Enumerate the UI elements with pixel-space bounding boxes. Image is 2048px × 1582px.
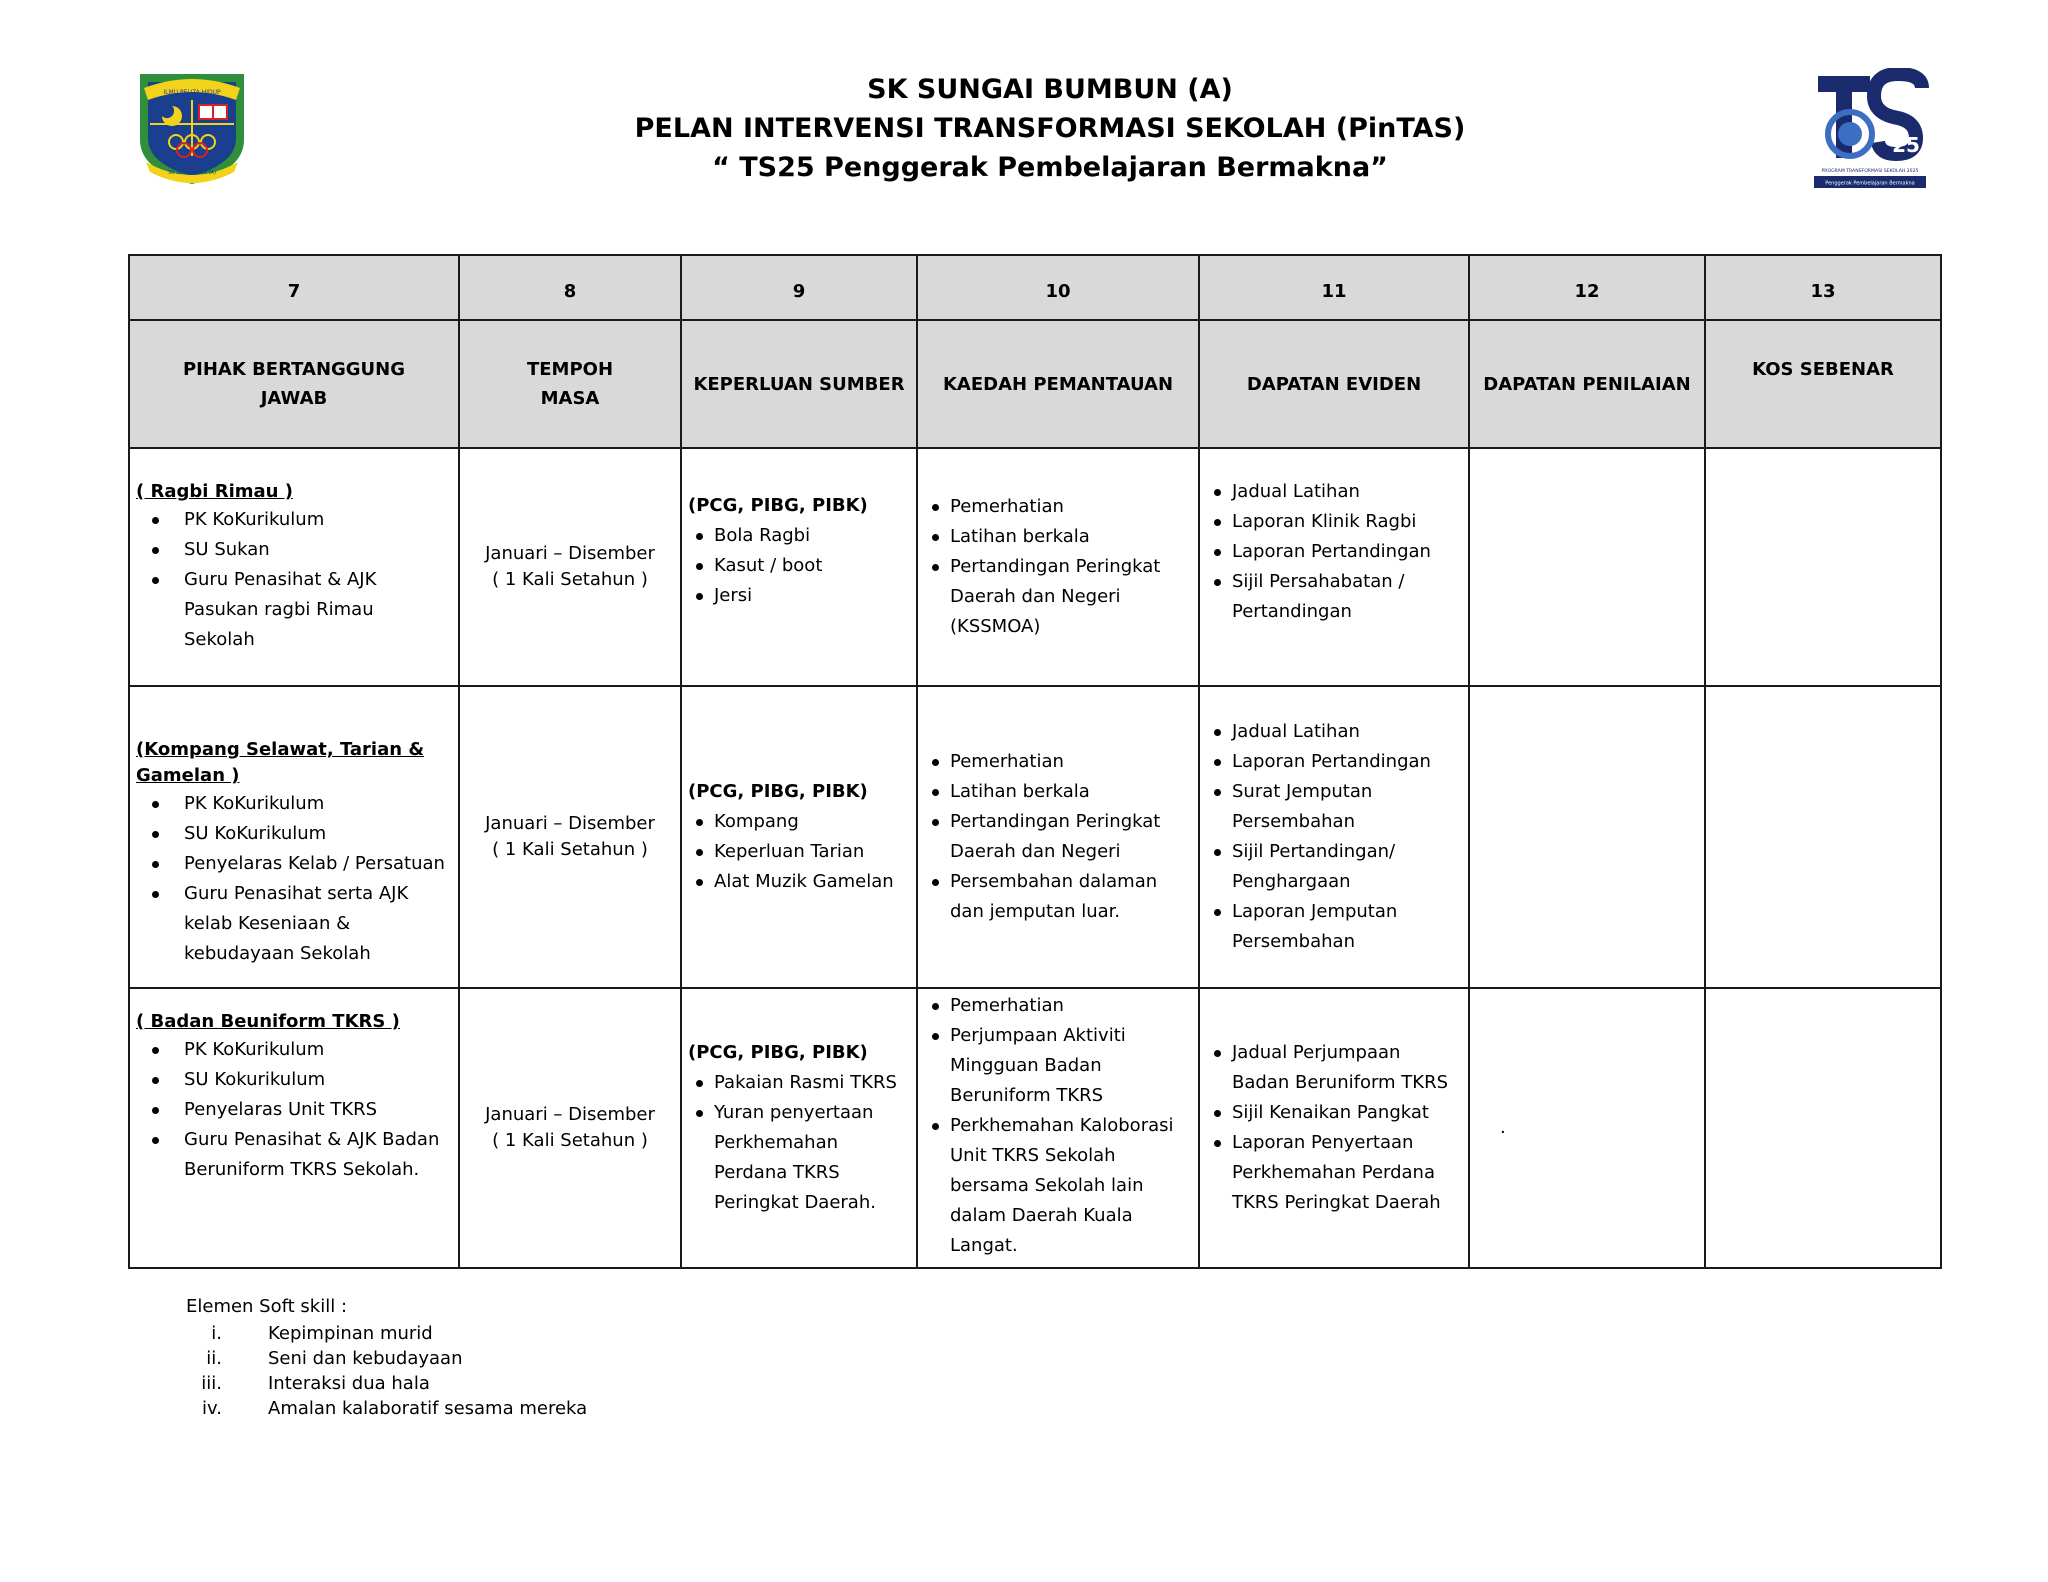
- evaluation-cell: .: [1469, 988, 1705, 1268]
- list-item: i. Kepimpinan murid: [211, 1323, 433, 1344]
- period-cell: Januari – Disember ( 1 Kali Setahun ): [459, 988, 681, 1268]
- col-number: 8: [459, 255, 681, 320]
- resources-list: [688, 1068, 908, 1218]
- list-item: iv. Amalan kalaboratif sesama mereka: [202, 1398, 588, 1419]
- list-item: Alat Muzik Gamelan: [688, 867, 908, 897]
- resources-list: [688, 807, 908, 897]
- table-row: [129, 988, 1941, 1268]
- list-item: Pemerhatian: [924, 991, 1190, 1021]
- list-item: Jadual Latihan: [1206, 717, 1460, 747]
- list-item: SU Sukan: [136, 535, 450, 565]
- resource-source: (PCG, PIBG, PIBK): [688, 781, 868, 802]
- col-number: 13: [1705, 255, 1941, 320]
- group-title: ( Ragbi Rimau ): [136, 481, 293, 502]
- list-item: Persembahan dalaman dan jemputan luar.: [924, 867, 1190, 927]
- evidence-cell: [1199, 686, 1469, 988]
- monitoring-list: [924, 492, 1190, 642]
- header-cost: KOS SEBENAR: [1705, 320, 1941, 448]
- soft-skill-section: [186, 1294, 587, 1421]
- document-title-block: [600, 70, 1500, 187]
- header-period: TEMPOH MASA: [459, 320, 681, 448]
- list-item: Latihan berkala: [924, 777, 1190, 807]
- soft-skill-list: [186, 1321, 587, 1421]
- title-theme: “ TS25 Penggerak Pembelajaran Bermakna”: [712, 152, 1388, 183]
- evidence-cell: [1199, 448, 1469, 686]
- school-crest-logo: [136, 70, 248, 186]
- list-item: PK KoKurikulum: [136, 789, 450, 819]
- ts25-number: 25: [1892, 133, 1920, 157]
- table-row: [129, 686, 1941, 988]
- list-item: Guru Penasihat & AJK Pasukan ragbi Rimau Sekolah: [136, 565, 450, 655]
- cost-cell: [1705, 448, 1941, 686]
- responsible-cell: [129, 686, 459, 988]
- group-title: (Kompang Selawat, Tarian &: [136, 739, 425, 760]
- table-row: [129, 448, 1941, 686]
- list-item: SU KoKurikulum: [136, 819, 450, 849]
- title-school: SK SUNGAI BUMBUN (A): [867, 74, 1233, 105]
- list-item: Pemerhatian: [924, 747, 1190, 777]
- ts25-logo: [1810, 68, 1930, 194]
- evaluation-cell: [1469, 686, 1705, 988]
- resources-list: [688, 521, 908, 611]
- header-evidence: DAPATAN EVIDEN: [1199, 320, 1469, 448]
- period-cell: Januari – Disember ( 1 Kali Setahun ): [459, 448, 681, 686]
- list-item: Laporan Penyertaan Perkhemahan Perdana TKRS Peringkat Daerah: [1206, 1128, 1460, 1218]
- list-item: Guru Penasihat serta AJK kelab Keseniaan & kebudayaan Sekolah: [136, 879, 450, 969]
- resources-cell: [681, 448, 917, 686]
- col-number: 11: [1199, 255, 1469, 320]
- list-item: Penyelaras Kelab / Persatuan: [136, 849, 450, 879]
- col-number: 10: [917, 255, 1199, 320]
- list-item: Jadual Latihan: [1206, 477, 1460, 507]
- evidence-list: [1206, 1038, 1460, 1218]
- monitoring-cell: [917, 448, 1199, 686]
- list-item: Pertandingan Peringkat Daerah dan Negeri: [924, 807, 1190, 867]
- responsible-list: [136, 1035, 450, 1185]
- title-plan: PELAN INTERVENSI TRANSFORMASI SEKOLAH (PinTAS): [634, 113, 1466, 144]
- list-item: ii. Seni dan kebudayaan: [206, 1348, 463, 1369]
- resource-source: (PCG, PIBG, PIBK): [688, 1042, 868, 1063]
- col-number: 12: [1469, 255, 1705, 320]
- evidence-list: [1206, 717, 1460, 957]
- list-item: Sijil Pertandingan/ Penghargaan: [1206, 837, 1460, 897]
- list-item: Laporan Klinik Ragbi: [1206, 507, 1460, 537]
- resource-source: (PCG, PIBG, PIBK): [688, 495, 868, 516]
- column-header-row: [129, 320, 1941, 448]
- list-item: Pakaian Rasmi TKRS: [688, 1068, 908, 1098]
- evidence-cell: [1199, 988, 1469, 1268]
- list-item: Laporan Pertandingan: [1206, 747, 1460, 777]
- list-item: PK KoKurikulum: [136, 505, 450, 535]
- list-item: PK KoKurikulum: [136, 1035, 450, 1065]
- cost-cell: [1705, 686, 1941, 988]
- evaluation-cell: [1469, 448, 1705, 686]
- group-title: ( Badan Beuniform TKRS ): [136, 1011, 400, 1032]
- column-number-row: [129, 255, 1941, 320]
- list-item: Latihan berkala: [924, 522, 1190, 552]
- monitoring-cell: [917, 988, 1199, 1268]
- responsible-list: [136, 505, 450, 655]
- ts25-caption1: PROGRAM TRANSFORMASI SEKOLAH 2025: [1821, 169, 1919, 174]
- header-responsible: PIHAK BERTANGGUNG JAWAB: [129, 320, 459, 448]
- header-evaluation: DAPATAN PENILAIAN: [1469, 320, 1705, 448]
- header-resources: KEPERLUAN SUMBER: [681, 320, 917, 448]
- evidence-list: [1206, 477, 1460, 627]
- list-item: Kompang: [688, 807, 908, 837]
- list-item: Laporan Pertandingan: [1206, 537, 1460, 567]
- monitoring-list: [924, 747, 1190, 927]
- list-item: Perjumpaan Aktiviti Mingguan Badan Beruniform TKRS: [924, 1021, 1190, 1111]
- group-title-cont: Gamelan ): [136, 765, 240, 786]
- list-item: iii. Interaksi dua hala: [201, 1373, 430, 1394]
- col-number: 9: [681, 255, 917, 320]
- list-item: Surat Jemputan Persembahan: [1206, 777, 1460, 837]
- monitoring-list: [924, 991, 1190, 1261]
- list-item: SU Kokurikulum: [136, 1065, 450, 1095]
- list-item: Pertandingan Peringkat Daerah dan Negeri (KSSMOA): [924, 552, 1190, 642]
- cost-cell: [1705, 988, 1941, 1268]
- resources-cell: [681, 686, 917, 988]
- list-item: Sijil Persahabatan / Pertandingan: [1206, 567, 1460, 627]
- crest-banner: SK SG BUMBUN (A): [168, 170, 216, 176]
- responsible-cell: [129, 988, 459, 1268]
- crest-motto: ILMU PELITA HIDUP: [163, 89, 221, 96]
- responsible-list: [136, 789, 450, 969]
- list-item: Sijil Kenaikan Pangkat: [1206, 1098, 1460, 1128]
- list-item: Perkhemahan Kaloborasi Unit TKRS Sekolah bersama Sekolah lain dalam Daerah Kuala Langat.: [924, 1111, 1190, 1261]
- list-item: Guru Penasihat & AJK Badan Beruniform TKRS Sekolah.: [136, 1125, 450, 1185]
- intervention-plan-table: [128, 254, 1942, 1269]
- responsible-cell: [129, 448, 459, 686]
- header-monitoring: KAEDAH PEMANTAUAN: [917, 320, 1199, 448]
- list-item: Kasut / boot: [688, 551, 908, 581]
- list-item: Keperluan Tarian: [688, 837, 908, 867]
- list-item: Penyelaras Unit TKRS: [136, 1095, 450, 1125]
- resources-cell: [681, 988, 917, 1268]
- list-item: Jadual Perjumpaan Badan Beruniform TKRS: [1206, 1038, 1460, 1098]
- list-item: Yuran penyertaan Perkhemahan Perdana TKRS Peringkat Daerah.: [688, 1098, 908, 1218]
- ts25-caption2: Penggerak Pembelajaran Bermakna: [1825, 180, 1915, 187]
- period-cell: Januari – Disember ( 1 Kali Setahun ): [459, 686, 681, 988]
- list-item: Pemerhatian: [924, 492, 1190, 522]
- col-number: 7: [129, 255, 459, 320]
- list-item: Bola Ragbi: [688, 521, 908, 551]
- monitoring-cell: [917, 686, 1199, 988]
- soft-skill-heading: Elemen Soft skill :: [186, 1296, 348, 1317]
- list-item: Laporan Jemputan Persembahan: [1206, 897, 1460, 957]
- list-item: Jersi: [688, 581, 908, 611]
